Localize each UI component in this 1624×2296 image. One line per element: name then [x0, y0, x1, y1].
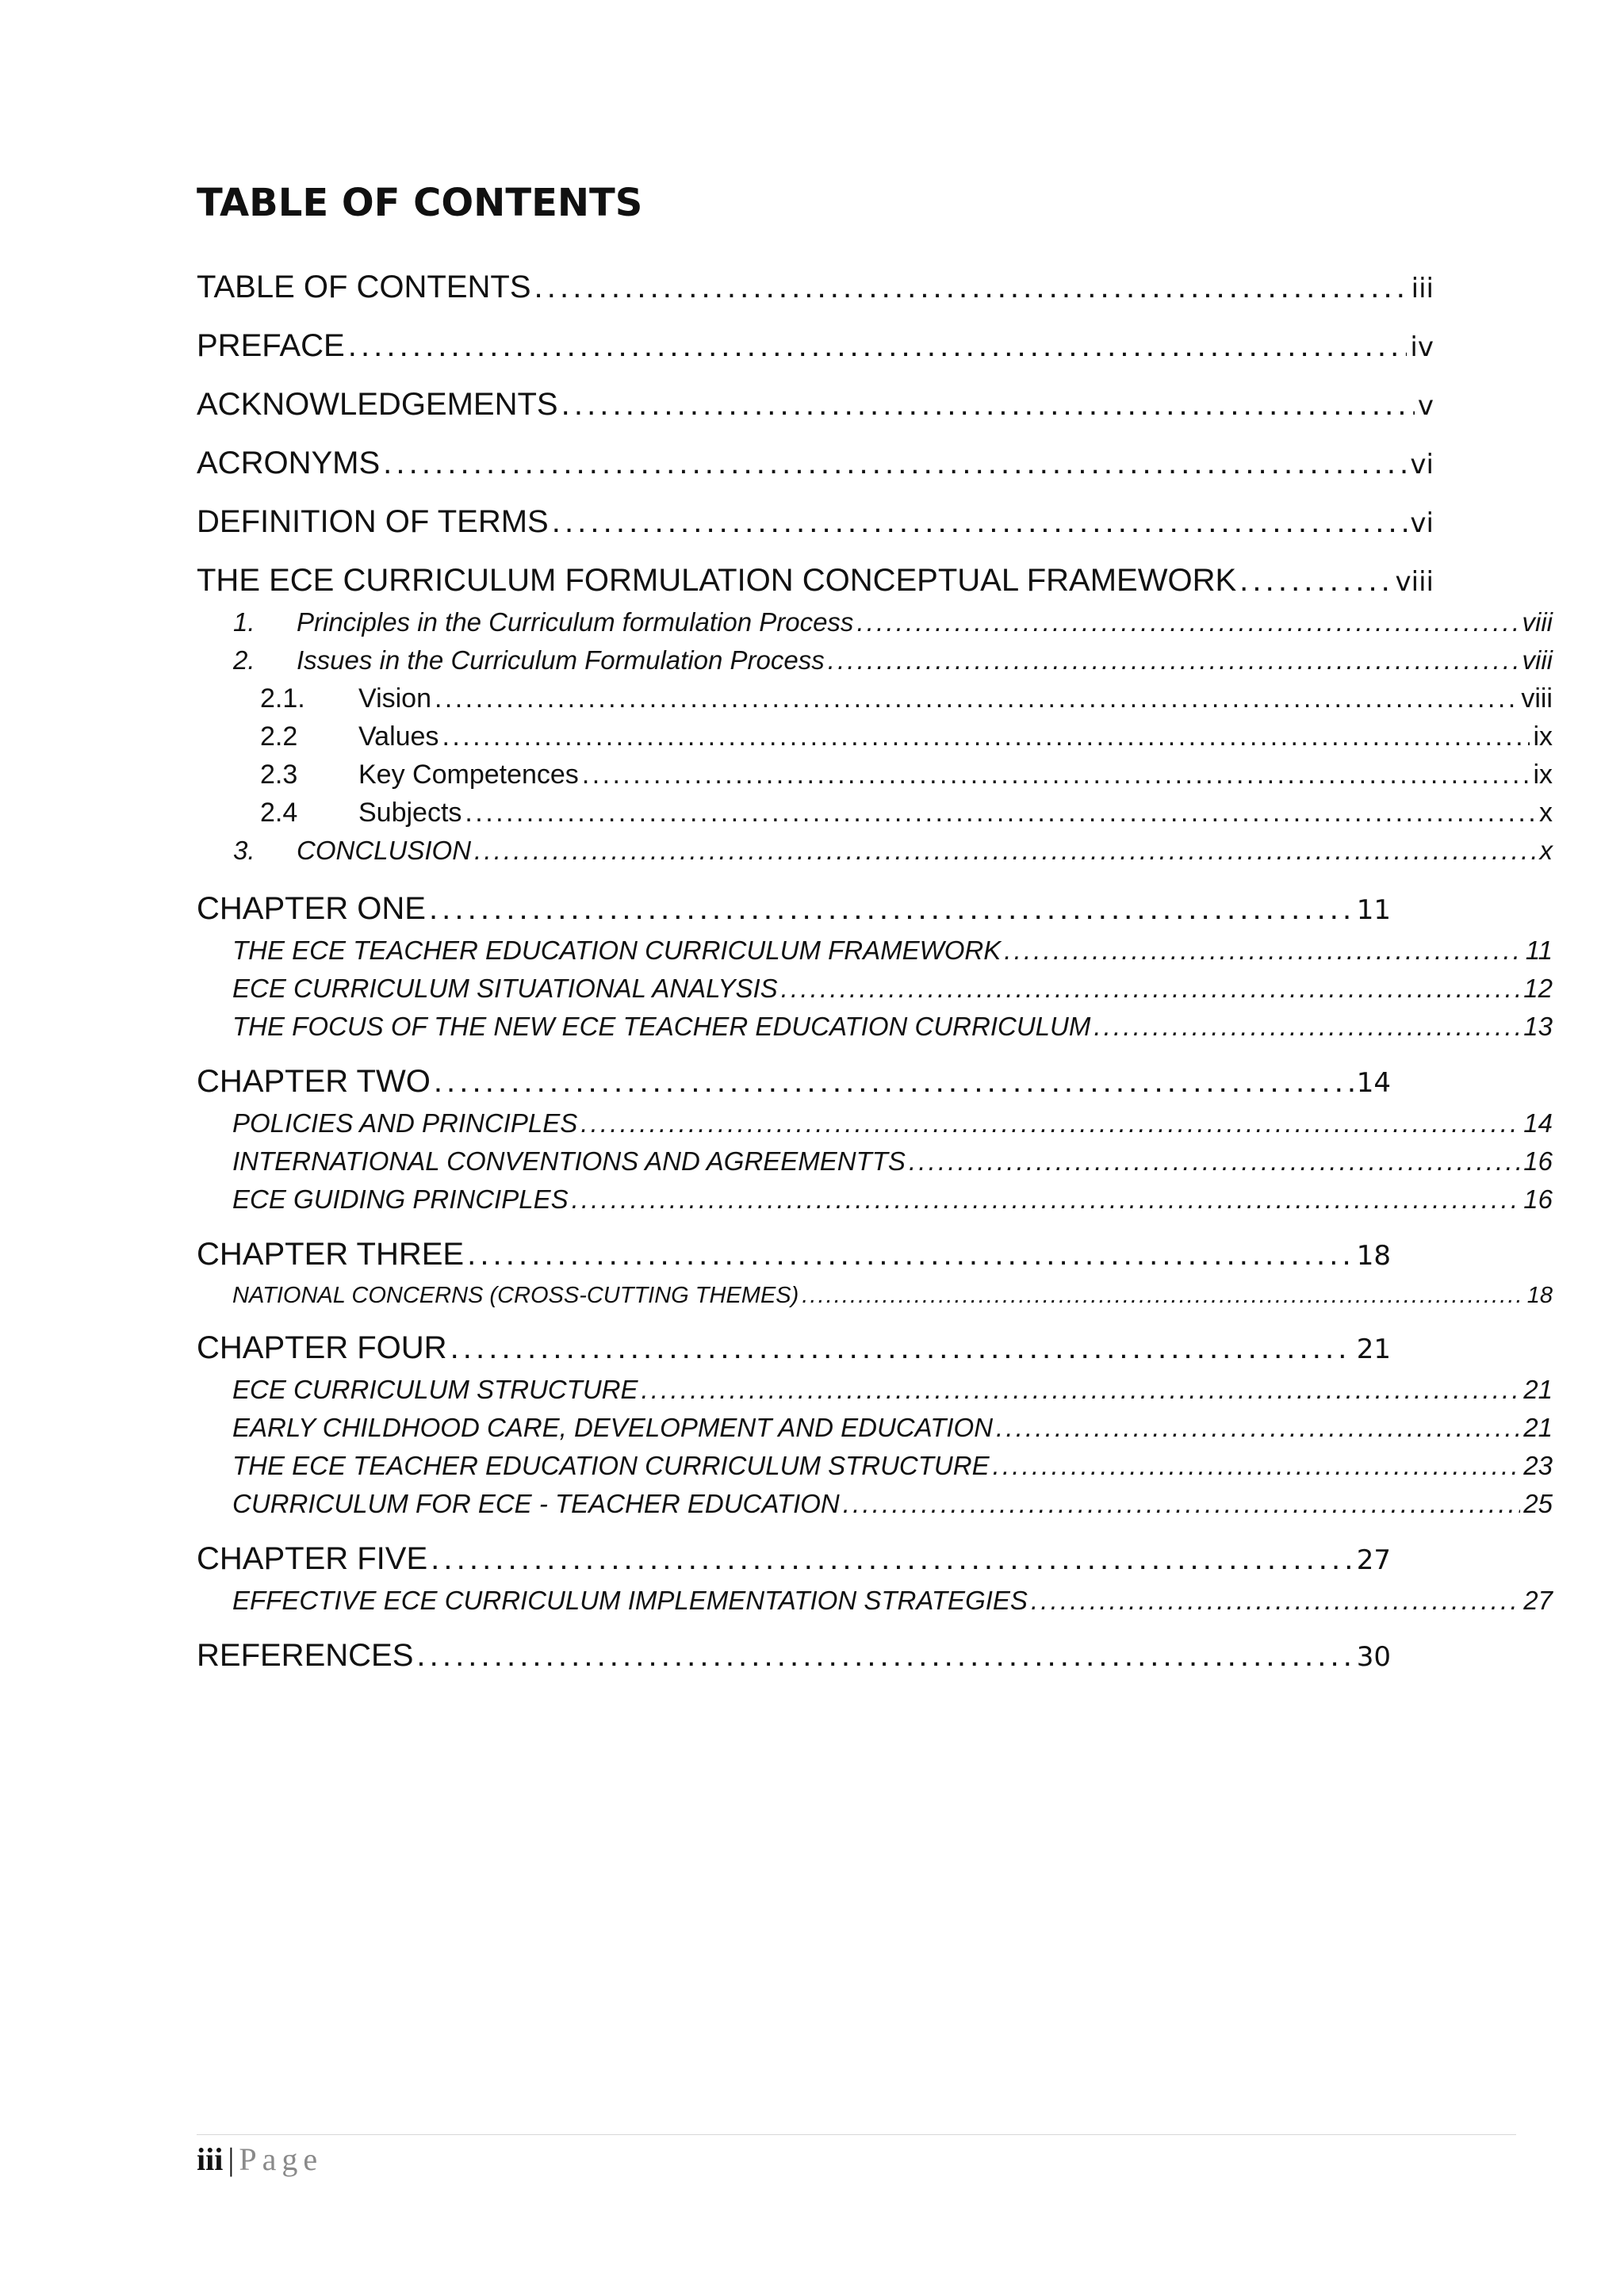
toc-entry-chapter-five[interactable] [197, 1541, 1391, 1577]
toc-entry-title: Subjects [358, 798, 462, 828]
dot-leader [383, 446, 1407, 481]
toc-entry-title: NATIONAL CONCERNS (CROSS-CUTTING THEMES) [232, 1283, 799, 1308]
toc-entry-page: 27 [1523, 1586, 1553, 1615]
toc-subentry[interactable] [232, 1184, 1553, 1215]
toc-entry-page: x [1539, 798, 1553, 828]
dot-leader [431, 1541, 1354, 1577]
dot-leader [572, 1184, 1521, 1215]
footer-page-number: iii [197, 2141, 224, 2177]
toc-entry-page: 14 [1523, 1108, 1553, 1138]
toc-entry-title: INTERNATIONAL CONVENTIONS AND AGREEMENTTS [232, 1146, 906, 1176]
toc-entry-acknowledgements[interactable] [197, 387, 1434, 423]
dot-leader [828, 645, 1519, 675]
dot-leader [467, 1237, 1354, 1272]
dot-leader [802, 1283, 1523, 1309]
toc-entry-title: CHAPTER TWO [197, 1064, 431, 1099]
toc-subentry[interactable] [232, 1108, 1553, 1138]
toc-entry-title: DEFINITION OF TERMS [197, 504, 549, 539]
toc-entry-page: iii [1411, 273, 1434, 304]
toc-entry-title: EARLY CHILDHOOD CARE, DEVELOPMENT AND EDUCATION [232, 1413, 994, 1442]
toc-entry-title: ACKNOWLEDGEMENTS [197, 387, 558, 422]
toc-entry-title: ECE GUIDING PRINCIPLES [232, 1184, 569, 1214]
toc-entry-preface[interactable] [197, 328, 1434, 364]
toc-subentry[interactable] [232, 936, 1553, 966]
dot-leader [582, 760, 1530, 790]
dot-leader [642, 1375, 1521, 1405]
dot-leader [429, 891, 1354, 927]
dot-leader [442, 721, 1530, 752]
dot-leader [534, 270, 1408, 305]
toc-entry-number: 2.4 [260, 798, 298, 828]
toc-subentry[interactable] [232, 1375, 1553, 1405]
toc-entry-chapter-three[interactable] [197, 1237, 1391, 1272]
toc-entry-title: Issues in the Curriculum Formulation Process [297, 645, 825, 675]
dot-leader [993, 1451, 1521, 1481]
toc-entry-title: TABLE OF CONTENTS [197, 270, 531, 304]
toc-entry-title: ECE CURRICULUM SITUATIONAL ANALYSIS [232, 974, 778, 1003]
dot-leader [450, 1330, 1354, 1366]
dot-leader [416, 1638, 1353, 1674]
toc-subentry[interactable] [232, 1283, 1553, 1309]
toc-subentry-issues[interactable] [233, 645, 1553, 675]
toc-entry-acronyms[interactable] [197, 446, 1434, 481]
page-title: TABLE OF CONTENTS [197, 181, 643, 226]
toc-entry-title: POLICIES AND PRINCIPLES [232, 1108, 578, 1138]
toc-entry-title: Vision [358, 683, 431, 714]
toc-entry-chapter-two[interactable] [197, 1064, 1391, 1100]
toc-entry-page: iv [1410, 331, 1434, 363]
toc-subentry-key-competences[interactable] [260, 760, 1553, 790]
toc-subentry-principles[interactable] [233, 607, 1553, 637]
toc-entry-page: 11 [1525, 936, 1553, 965]
dot-leader [1239, 563, 1392, 599]
toc-entry-title: Values [358, 721, 439, 752]
toc-entry-page: v [1417, 390, 1434, 422]
toc-entry-page: x [1539, 836, 1553, 865]
toc-entry-references[interactable] [197, 1638, 1391, 1674]
toc-subentry-values[interactable] [260, 721, 1553, 752]
toc-entry-title: REFERENCES [197, 1638, 414, 1673]
dot-leader [1004, 936, 1522, 966]
toc-entry-page: 30 [1356, 1641, 1391, 1673]
toc-entry-page: viii [1522, 645, 1553, 675]
toc-subentry-subjects[interactable] [260, 798, 1553, 828]
toc-entry-number: 3. [233, 836, 255, 865]
toc-entry-number: 2. [233, 645, 255, 675]
footer-separator: | [228, 2141, 235, 2177]
toc-subentry[interactable] [232, 1489, 1553, 1519]
toc-entry-page: 11 [1356, 894, 1391, 926]
toc-entry-page: 16 [1523, 1146, 1553, 1176]
toc-entry-page: 21 [1523, 1413, 1553, 1442]
toc-subentry[interactable] [232, 1146, 1553, 1177]
toc-entry-title: THE ECE CURRICULUM FORMULATION CONCEPTUAL FRAMEWORK [197, 563, 1237, 598]
dot-leader [1094, 1012, 1520, 1042]
dot-leader [465, 798, 1536, 828]
toc-entry-page: viii [1521, 683, 1553, 714]
dot-leader [580, 1108, 1520, 1138]
toc-entry-number: 2.3 [260, 760, 298, 790]
toc-entry-page: 21 [1356, 1334, 1391, 1365]
toc-entry-page: 13 [1523, 1012, 1553, 1041]
toc-entry-conceptual-framework[interactable] [197, 563, 1434, 599]
toc-entry-title: CHAPTER FOUR [197, 1330, 447, 1365]
toc-entry-title: THE ECE TEACHER EDUCATION CURRICULUM FRAMEWORK [232, 936, 1002, 965]
toc-entry-definition-of-terms[interactable] [197, 504, 1434, 540]
toc-entry-title: CURRICULUM FOR ECE - TEACHER EDUCATION [232, 1489, 840, 1518]
toc-subentry-conclusion[interactable] [233, 836, 1553, 866]
toc-entry-title: Principles in the Curriculum formulation Process [297, 607, 854, 637]
footer-divider [197, 2134, 1516, 2135]
dot-leader [1031, 1586, 1520, 1616]
toc-entry-page: ix [1533, 721, 1553, 752]
toc-entry-page: 12 [1523, 974, 1553, 1003]
toc-entry-title: CHAPTER ONE [197, 891, 426, 926]
toc-entry-title: EFFECTIVE ECE CURRICULUM IMPLEMENTATION STRATEGIES [232, 1586, 1028, 1615]
toc-entry-title: THE ECE TEACHER EDUCATION CURRICULUM STRUCTURE [232, 1451, 990, 1480]
toc-entry-title: ECE CURRICULUM STRUCTURE [232, 1375, 638, 1404]
dot-leader [552, 504, 1408, 540]
dot-leader [996, 1413, 1520, 1443]
dot-leader [434, 1064, 1354, 1100]
page-footer [197, 2141, 323, 2178]
dot-leader [843, 1489, 1521, 1519]
dot-leader [909, 1146, 1520, 1177]
footer-page-word: Page [239, 2141, 324, 2177]
toc-entry-title: ACRONYMS [197, 446, 381, 480]
toc-subentry-vision[interactable] [260, 683, 1553, 714]
toc-entry-page: viii [1395, 566, 1434, 598]
dot-leader [474, 836, 1536, 866]
toc-entry-title: PREFACE [197, 328, 345, 363]
dot-leader [856, 607, 1519, 637]
toc-subentry[interactable] [232, 1451, 1553, 1481]
toc-entry-number: 1. [233, 607, 255, 637]
dot-leader [348, 328, 1408, 364]
toc-entry-number: 2.1. [260, 683, 305, 714]
toc-entry-page: 14 [1356, 1067, 1391, 1099]
dot-leader [561, 387, 1415, 423]
toc-entry-page: 16 [1523, 1184, 1553, 1214]
toc-subentry[interactable] [232, 1586, 1553, 1616]
toc-entry-page: 18 [1526, 1283, 1553, 1308]
toc-entry-page: vi [1410, 507, 1434, 539]
toc-entry-page: ix [1533, 760, 1553, 790]
toc-entry-page: vi [1410, 449, 1434, 480]
toc-entry-title: CONCLUSION [297, 836, 472, 865]
toc-entry-title: Key Competences [358, 760, 579, 790]
toc-subentry[interactable] [232, 1413, 1553, 1443]
toc-entry-page: 23 [1523, 1451, 1553, 1480]
toc-subentry[interactable] [232, 1012, 1553, 1042]
toc-entry-title: THE FOCUS OF THE NEW ECE TEACHER EDUCATION CURRICULUM [232, 1012, 1091, 1041]
toc-entry-number: 2.2 [260, 721, 298, 752]
toc-entry-title: CHAPTER FIVE [197, 1541, 428, 1576]
toc-entry-page: 25 [1523, 1489, 1553, 1518]
dot-leader [435, 683, 1518, 714]
toc-entry-page: 21 [1523, 1375, 1553, 1404]
toc-entry-chapter-four[interactable] [197, 1330, 1391, 1366]
toc-entry-page: 27 [1356, 1544, 1391, 1576]
dot-leader [781, 974, 1521, 1004]
toc-entry-chapter-one[interactable] [197, 891, 1391, 927]
toc-entry-page: 18 [1356, 1240, 1391, 1272]
toc-entry-table-of-contents[interactable] [197, 270, 1434, 305]
toc-entry-page: viii [1522, 607, 1553, 637]
toc-entry-title: CHAPTER THREE [197, 1237, 465, 1272]
toc-subentry[interactable] [232, 974, 1553, 1004]
